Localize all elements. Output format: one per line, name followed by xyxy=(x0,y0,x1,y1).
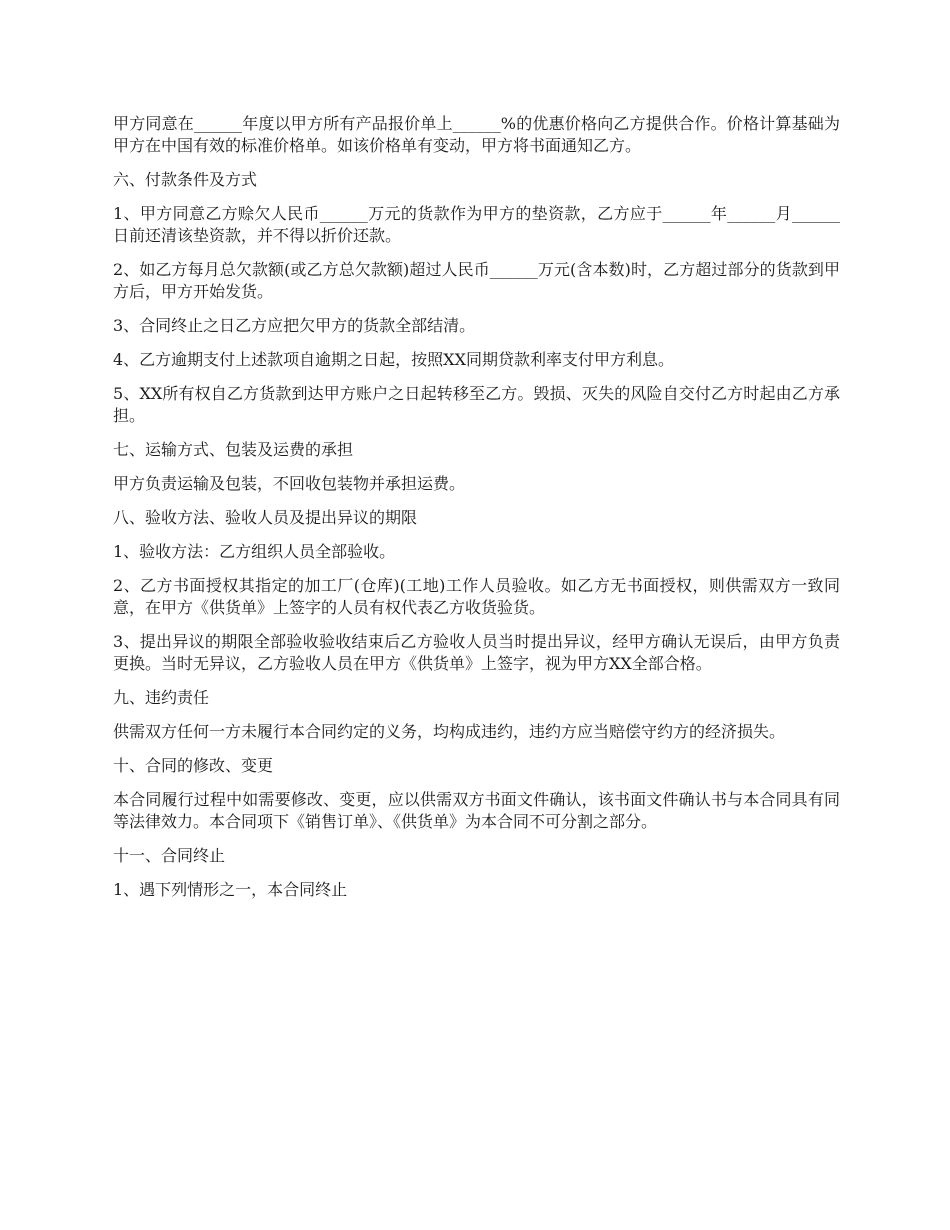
paragraph-payment-2: 2、如乙方每月总欠款额(或乙方总欠款额)超过人民币______万元(含本数)时，乙方超过部分的货款到甲方后，甲方开始发货。 xyxy=(113,260,840,301)
paragraph-payment-3: 3、合同终止之日乙方应把欠甲方的货款全部结清。 xyxy=(113,316,476,335)
paragraph-termination-1: 1、遇下列情形之一，本合同终止 xyxy=(113,880,348,899)
paragraph-payment-5: 5、XX所有权自乙方货款到达甲方账户之日起转移至乙方。毁损、灭失的风险自交付乙方时起由乙方承担。 xyxy=(113,384,840,425)
paragraph-liability: 供需双方任何一方未履行本合同约定的义务，均构成违约，违约方应当赔偿守约方的经济损失。 xyxy=(113,722,786,741)
paragraph-payment-4: 4、乙方逾期支付上述款项自逾期之日起，按照XX同期贷款利率支付甲方利息。 xyxy=(113,350,674,369)
heading-payment-terms: 六、付款条件及方式 xyxy=(113,170,258,189)
paragraph-acceptance-3: 3、提出异议的期限全部验收验收结束后乙方验收人员当时提出异议，经甲方确认无误后，由甲方负责更换。当时无异议，乙方验收人员在甲方《供货单》上签字，视为甲方XX全部合格。 xyxy=(113,632,840,673)
paragraph-price-terms: 甲方同意在______年度以甲方所有产品报价单上______%的优惠价格向乙方提供合作。价格计算基础为甲方在中国有效的标准价格单。如该价格单有变动，甲方将书面通知乙方。 xyxy=(113,114,840,155)
heading-modification: 十、合同的修改、变更 xyxy=(113,756,274,775)
document-page xyxy=(113,113,840,913)
paragraph-acceptance-2: 2、乙方书面授权其指定的加工厂(仓库)(工地)工作人员验收。如乙方无书面授权，则供需双方一致同意，在甲方《供货单》上签字的人员有权代表乙方收货验货。 xyxy=(113,576,840,617)
heading-acceptance: 八、验收方法、验收人员及提出异议的期限 xyxy=(113,508,418,527)
paragraph-payment-1: 1、甲方同意乙方赊欠人民币______万元的货款作为甲方的垫资款，乙方应于______年______月______日前还清该垫资款，并不得以折价还款。 xyxy=(113,204,840,245)
paragraph-acceptance-1: 1、验收方法：乙方组织人员全部验收。 xyxy=(113,542,396,561)
heading-termination: 十一、合同终止 xyxy=(113,846,226,865)
paragraph-transport: 甲方负责运输及包装，不回收包装物并承担运费。 xyxy=(113,474,466,493)
paragraph-modification: 本合同履行过程中如需要修改、变更，应以供需双方书面文件确认，该书面文件确认书与本合同具有同等法律效力。本合同项下《销售订单》、《供货单》为本合同不可分割之部分。 xyxy=(113,790,840,831)
heading-liability: 九、违约责任 xyxy=(113,688,210,707)
heading-transport: 七、运输方式、包装及运费的承担 xyxy=(113,440,354,459)
